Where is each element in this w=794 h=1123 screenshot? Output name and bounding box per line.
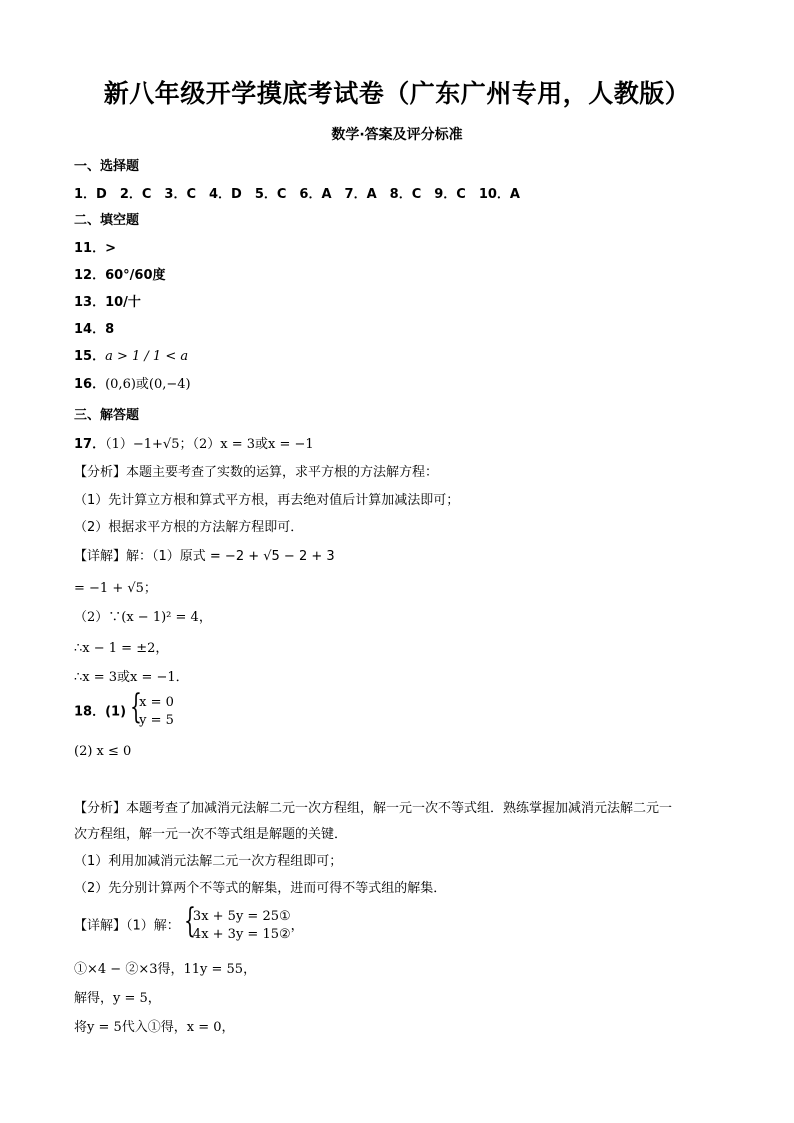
q17-analysis-2: （2）根据求平方根的方法解方程即可． xyxy=(74,520,304,535)
q18-analysis-1: （1）利用加减消元法解二元一次方程组即可； xyxy=(74,854,343,869)
fill-answer-16-label: 16． xyxy=(74,377,106,392)
fill-answer-15-label: 15． xyxy=(74,349,106,364)
q18-step-2: 解得，y = 5， xyxy=(74,991,161,1006)
q18-comma: ， xyxy=(290,918,304,934)
q18-label: 18．(1) xyxy=(74,704,127,720)
q18-answer-2: (2) x ≤ 0 xyxy=(74,744,132,759)
page-subtitle: 数学·答案及评分标准 xyxy=(331,127,463,143)
q18-equation-2: 4x + 3y = 15② xyxy=(192,927,291,942)
q17-answer xyxy=(74,433,314,452)
fill-answer-12: 12．60°/60度 xyxy=(74,268,166,283)
q18-analysis: 【分析】本题考查了加减消元法解二元一次方程组，解一元一次不等式组．熟练掌握加减消元法解二元一 xyxy=(74,801,673,816)
fill-answer-13: 13．10/十 xyxy=(74,295,141,310)
q18-analysis-cont: 次方程组，解一元一次不等式组是解题的关键． xyxy=(74,827,348,842)
q17-step-5: ∴x = 3或x = −1． xyxy=(74,670,189,685)
q17-step-4: ∴x − 1 = ±2， xyxy=(74,641,169,656)
fill-answer-14: 14．8 xyxy=(74,322,115,337)
q18-step-3: 将y = 5代入①得，x = 0， xyxy=(74,1020,235,1035)
fill-answer-15-text: a > 1 / 1 < a xyxy=(105,349,189,364)
fill-answer-16 xyxy=(74,373,191,392)
q17-step-3: （2）∵(x − 1)² = 4， xyxy=(74,610,212,625)
q17-step-2: = −1 + √5； xyxy=(74,581,157,596)
section-heading-fill: 二、填空题 xyxy=(74,213,140,228)
fill-answer-16-text: (0,6)或(0,−4) xyxy=(105,377,191,392)
section-heading-choice: 一、选择题 xyxy=(74,159,140,174)
q18-system-answer: { x = 0 y = 5 xyxy=(130,687,174,728)
q18-equation-system: { 3x + 5y = 25① 4x + 3y = 15② xyxy=(183,901,291,942)
q18-answer-x: x = 0 xyxy=(139,695,174,710)
q18-detail-label: 【详解】（1）解： xyxy=(74,918,180,934)
q18-equation-1: 3x + 5y = 25① xyxy=(192,909,291,924)
q18-answer-y: y = 5 xyxy=(139,713,174,728)
q18-answer-1 xyxy=(74,687,174,730)
section-heading-solve: 三、解答题 xyxy=(74,408,140,423)
q17-label: 17． xyxy=(74,437,106,452)
q18-analysis-2: （2）先分别计算两个不等式的解集，进而可得不等式组的解集． xyxy=(74,881,447,896)
q17-analysis-1: （1）先计算立方根和算式平方根，再去绝对值后计算加减法即可； xyxy=(74,493,460,508)
q18-detail xyxy=(74,901,304,944)
choice-answers: 1．D 2．C 3．C 4．D 5．C 6．A 7．A 8．C 9．C 10．A xyxy=(74,187,520,202)
q17-analysis: 【分析】本题主要考查了实数的运算，求平方根的方法解方程： xyxy=(74,465,439,480)
fill-answer-15 xyxy=(74,345,188,364)
fill-answer-11: 11．> xyxy=(74,241,116,256)
q17-detail: 【详解】解：（1）原式 = −2 + √5 − 2 + 3 xyxy=(74,549,335,564)
q17-answer-text: （1）−1+√5；（2）x = 3或x = −1 xyxy=(105,437,314,452)
q18-step-1: ①×4 − ②×3得，11y = 55， xyxy=(74,962,257,977)
page-title: 新八年级开学摸底考试卷（广东广州专用，人教版） xyxy=(103,79,691,108)
